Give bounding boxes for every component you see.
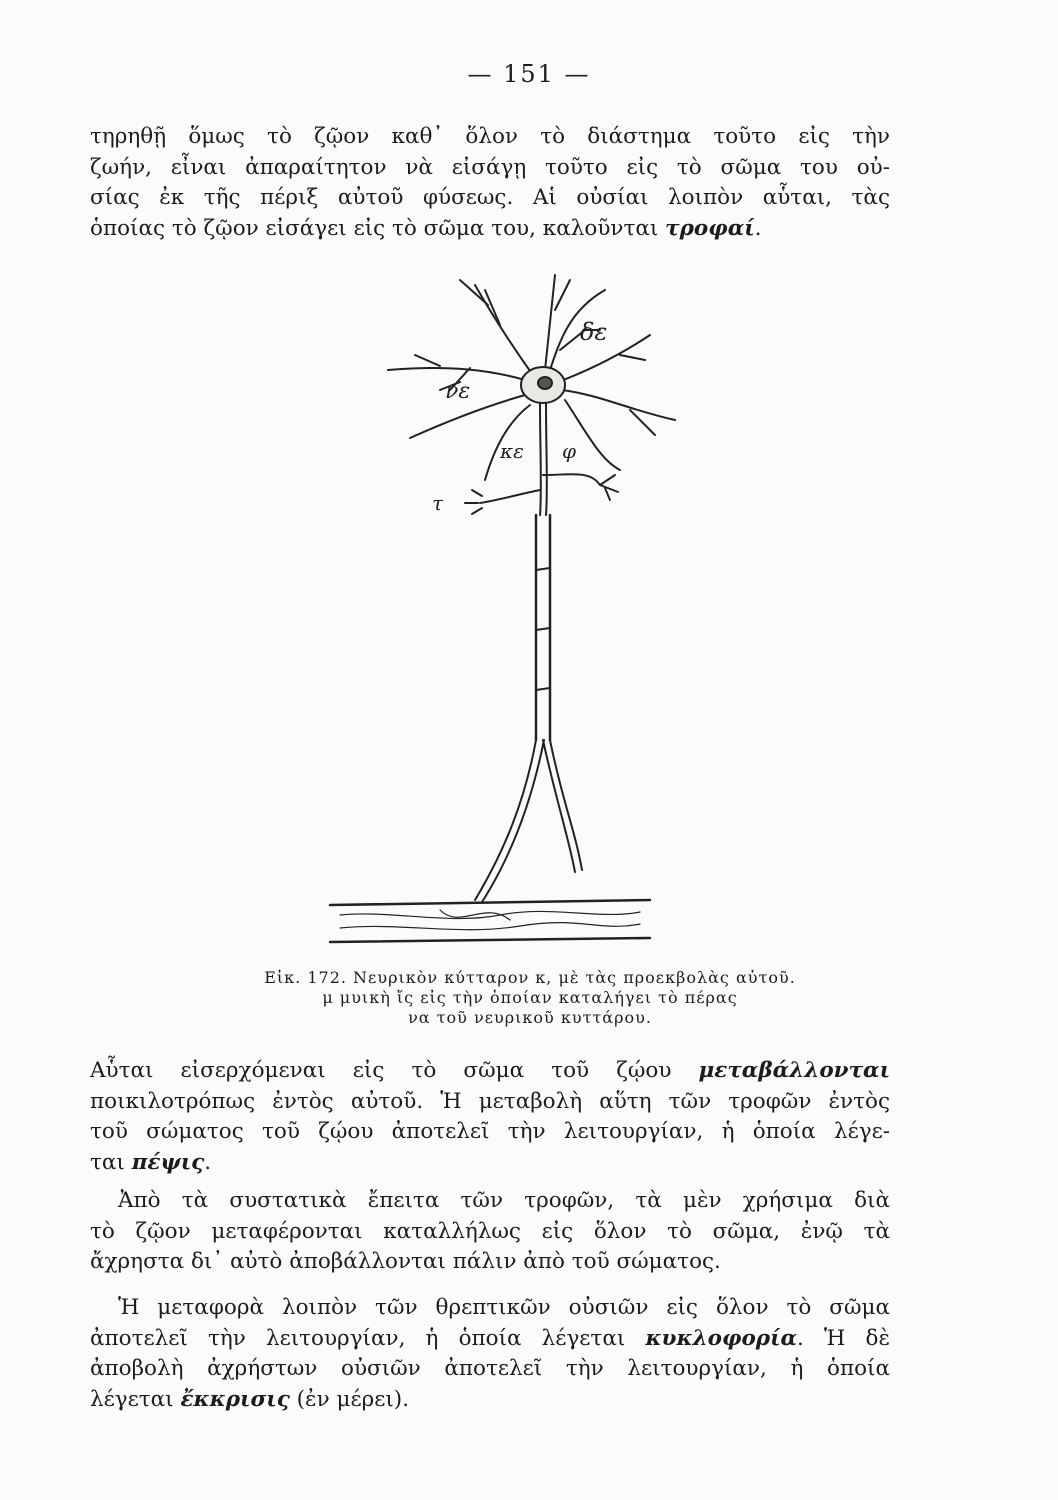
text-line: Ἡ μεταφορὰ λοιπὸν τῶν θρεπτικῶν οὐσιῶν εἰς ὅλον τὸ σῶμα	[118, 1295, 890, 1320]
text-line	[90, 1148, 890, 1179]
axon-terminal	[543, 740, 575, 872]
line-punct: .	[754, 215, 762, 241]
muscle-fiber-edge	[330, 938, 650, 942]
neuron-illustration	[300, 270, 860, 960]
line-text: ἀποτελεῖ τὴν λειτουργίαν, ἡ ὁποία λέγεται	[90, 1325, 626, 1351]
text-line: ζωήν, εἶναι ἀπαραίτητον νὰ εἰσάγῃ τοῦτο εἰς τὸ σῶμα του οὐ-	[90, 154, 890, 180]
label-ne: νε	[445, 379, 471, 404]
dendrite-line	[475, 285, 535, 378]
page-number: — 151 —	[467, 60, 591, 88]
dendrite-line	[562, 390, 675, 420]
collateral-branch	[600, 475, 618, 500]
dendrite-line	[545, 275, 555, 370]
myelin-node	[536, 568, 550, 690]
muscle-fiber-edge	[330, 900, 650, 905]
text-line: τὸ ζῷον μεταφέρονται καταλλήλως εἰς ὅλον τὸ σῶμα, ἐνῷ τὰ	[90, 1218, 890, 1244]
label-ke: κε	[500, 439, 524, 463]
dendrite-line	[415, 355, 440, 366]
text-line	[90, 1056, 890, 1087]
text-line: Ἀπὸ τὰ συστατικὰ ἔπειτα τῶν τροφῶν, τὰ μὲν χρήσιμα διὰ	[118, 1188, 890, 1213]
axon-line	[546, 403, 547, 515]
label-de: δε	[580, 318, 608, 346]
line-text: λέγεται	[90, 1386, 174, 1412]
axon-terminal	[475, 740, 536, 900]
line-punct: . Ἡ δὲ	[797, 1325, 890, 1351]
text-line: ἄχρηστα δι᾽ αὐτὸ ἀποβάλλονται πάλιν ἀπὸ τοῦ σώματος.	[90, 1249, 721, 1274]
axon-line	[540, 403, 541, 515]
text-line	[90, 214, 890, 245]
term-pepsis: πέψις	[131, 1149, 205, 1175]
paragraph-circulation	[90, 1293, 890, 1415]
line-text: ὁποίας τὸ ζῷον εἰσάγει εἰς τὸ σῶμα του, καλοῦνται	[90, 215, 659, 241]
text-line: ποικιλοτρόπως ἐντὸς αὐτοῦ. Ἡ μεταβολὴ αὕτη τῶν τροφῶν ἐντὸς	[90, 1088, 890, 1114]
term-kykloforia: κυκλοφορία	[645, 1325, 798, 1351]
nucleus	[538, 377, 552, 389]
muscle-striation	[340, 923, 640, 930]
axon-terminal	[550, 740, 582, 870]
caption-line: μ μυικὴ ἴς εἰς τὴν ὁποίαν καταλήγει τὸ πέρας	[322, 988, 738, 1007]
neuron-figure	[300, 270, 860, 960]
text-line: σίας ἐκ τῆς πέριξ αὐτοῦ φύσεως. Αἱ οὐσίαι λοιπὸν αὗται, τὰς	[90, 185, 890, 210]
dendrite-line	[620, 355, 645, 360]
dendrite-line	[555, 280, 570, 310]
text-line	[90, 1324, 890, 1355]
dendrite-line	[460, 280, 488, 305]
text-line: τοῦ σώματος τοῦ ζῴου ἀποτελεῖ τὴν λειτουργίαν, ἡ ὁποία λέγε-	[90, 1119, 890, 1144]
text-line: τηρηθῇ ὅμως τὸ ζῷον καθ᾽ ὅλον τὸ διάστημα τοῦτο εἰς τὴν	[90, 124, 890, 149]
term-trofai: τροφαί	[665, 215, 755, 241]
term-ekkrisis: ἔκκρισις	[180, 1386, 290, 1412]
collateral-branch	[465, 490, 482, 514]
line-text: ται	[90, 1149, 125, 1175]
caption-line: να τοῦ νευρικοῦ κυττάρου.	[408, 1008, 652, 1027]
text-line	[90, 1385, 890, 1416]
text-line: ἀποβολὴ ἀχρήστων οὐσιῶν ἀποτελεῖ τὴν λειτουργίαν, ἡ ὁποία	[90, 1356, 890, 1381]
line-text: Αὗται εἰσερχόμεναι εἰς τὸ σῶμα τοῦ ζῴου	[90, 1058, 672, 1083]
paragraph-intro	[90, 122, 890, 244]
paragraph-transport	[90, 1186, 890, 1278]
paragraph-digestion	[90, 1056, 890, 1178]
figure-caption	[100, 968, 960, 1028]
term-metavallontai: μεταβάλλονται	[698, 1058, 890, 1083]
label-t: τ	[432, 491, 444, 515]
collateral-line	[543, 474, 600, 485]
line-punct: (ἐν μέρει).	[296, 1386, 410, 1412]
label-phi: φ	[562, 439, 577, 463]
line-punct: .	[204, 1149, 212, 1175]
collateral-line	[480, 490, 540, 503]
caption-line: Εἰκ. 172. Νευρικὸν κύτταρον κ, μὲ τὰς προεκβολὰς αὐτοῦ.	[264, 968, 796, 987]
